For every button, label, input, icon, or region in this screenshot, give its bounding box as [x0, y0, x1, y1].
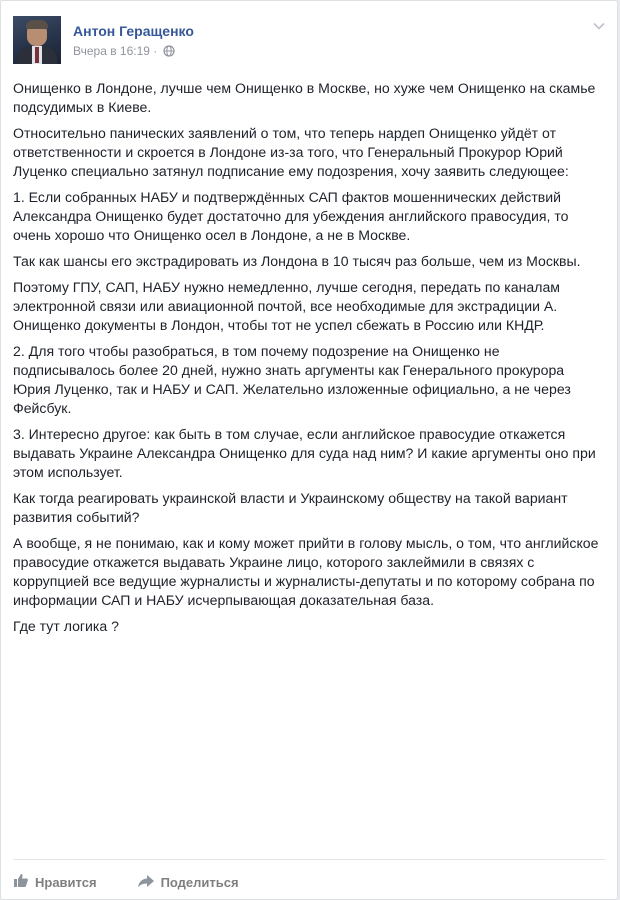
post-actions	[13, 873, 239, 891]
meta-separator: ·	[153, 44, 158, 58]
author-avatar[interactable]	[13, 16, 61, 64]
globe-icon[interactable]	[163, 45, 175, 60]
like-button[interactable]	[13, 873, 97, 891]
like-label: Нравится	[35, 874, 97, 890]
post-paragraph: Где тут логика ?	[13, 618, 119, 634]
author-name[interactable]: Антон Геращенко	[73, 23, 194, 39]
post-paragraph: 2. Для того чтобы разобраться, в том почему подозрение на Онищенко не подписывалось более 20 дней, нужно знать аргументы как Генерального прокурора Юрия Луценко, так и НАБУ и САП. Желательно изложенные официально, а не через Фейсбук.	[13, 343, 571, 416]
avatar-tie	[35, 47, 39, 63]
post-paragraph: Относительно панических заявлений о том, что теперь нардеп Онищенко уйдёт от ответственности и скроется в Лондоне из-за того, что Генеральный Прокурор Юрий Луценко специально затянул подписание ему подозрения, хочу заявить следующее:	[13, 125, 569, 179]
share-label: Поделиться	[160, 874, 239, 890]
share-arrow-icon	[137, 874, 155, 891]
post-paragraph: 3. Интересно другое: как быть в том случае, если английское правосудие откажется выдавать Украине Александра Онищенко для суда над ним? И какие аргументы оно при этом использует.	[13, 426, 596, 480]
post-text	[13, 79, 605, 643]
chevron-down-icon[interactable]	[593, 17, 605, 35]
share-button[interactable]	[137, 873, 239, 891]
post-meta	[73, 44, 175, 60]
post-paragraph: Поэтому ГПУ, САП, НАБУ нужно немедленно, лучше сегодня, передать по каналам электронной связи или авиационной почтой, все необходимые для экстрадиции А. Онищенко документы в Лондон, чтобы тот не успел сбежать в Россию или КНДР.	[13, 279, 560, 333]
thumbs-up-icon	[13, 873, 29, 891]
avatar-hair	[26, 20, 48, 29]
post-paragraph: Как тогда реагировать украинской власти и Украинскому обществу на такой вариант развития событий?	[13, 490, 568, 525]
post-timestamp[interactable]: Вчера в 16:19	[73, 44, 150, 58]
post-paragraph: Так как шансы его экстрадировать из Лондона в 10 тысяч раз больше, чем из Москвы.	[13, 253, 581, 269]
post-paragraph: 1. Если собранных НАБУ и подтверждённых САП фактов мошеннических действий Александра Онищенко будет достаточно для убеждения английского правосудия, то очень хорошо что Онищенко осел в Лондоне, а не в Москве.	[13, 189, 569, 243]
post-paragraph: А вообще, я не понимаю, как и кому может прийти в голову мысль, о том, что английское правосудие откажется выдавать Украине лицо, которого заклеймили в связях с коррупцией все ведущие журналисты и журналисты-депутаты и по которому собрана по информации САП и НАБУ исчерпывающая доказательная база.	[13, 535, 599, 608]
post-paragraph: Онищенко в Лондоне, лучше чем Онищенко в Москве, но хуже чем Онищенко на скамье подсудимых в Киеве.	[13, 80, 596, 115]
actions-divider	[13, 859, 605, 860]
